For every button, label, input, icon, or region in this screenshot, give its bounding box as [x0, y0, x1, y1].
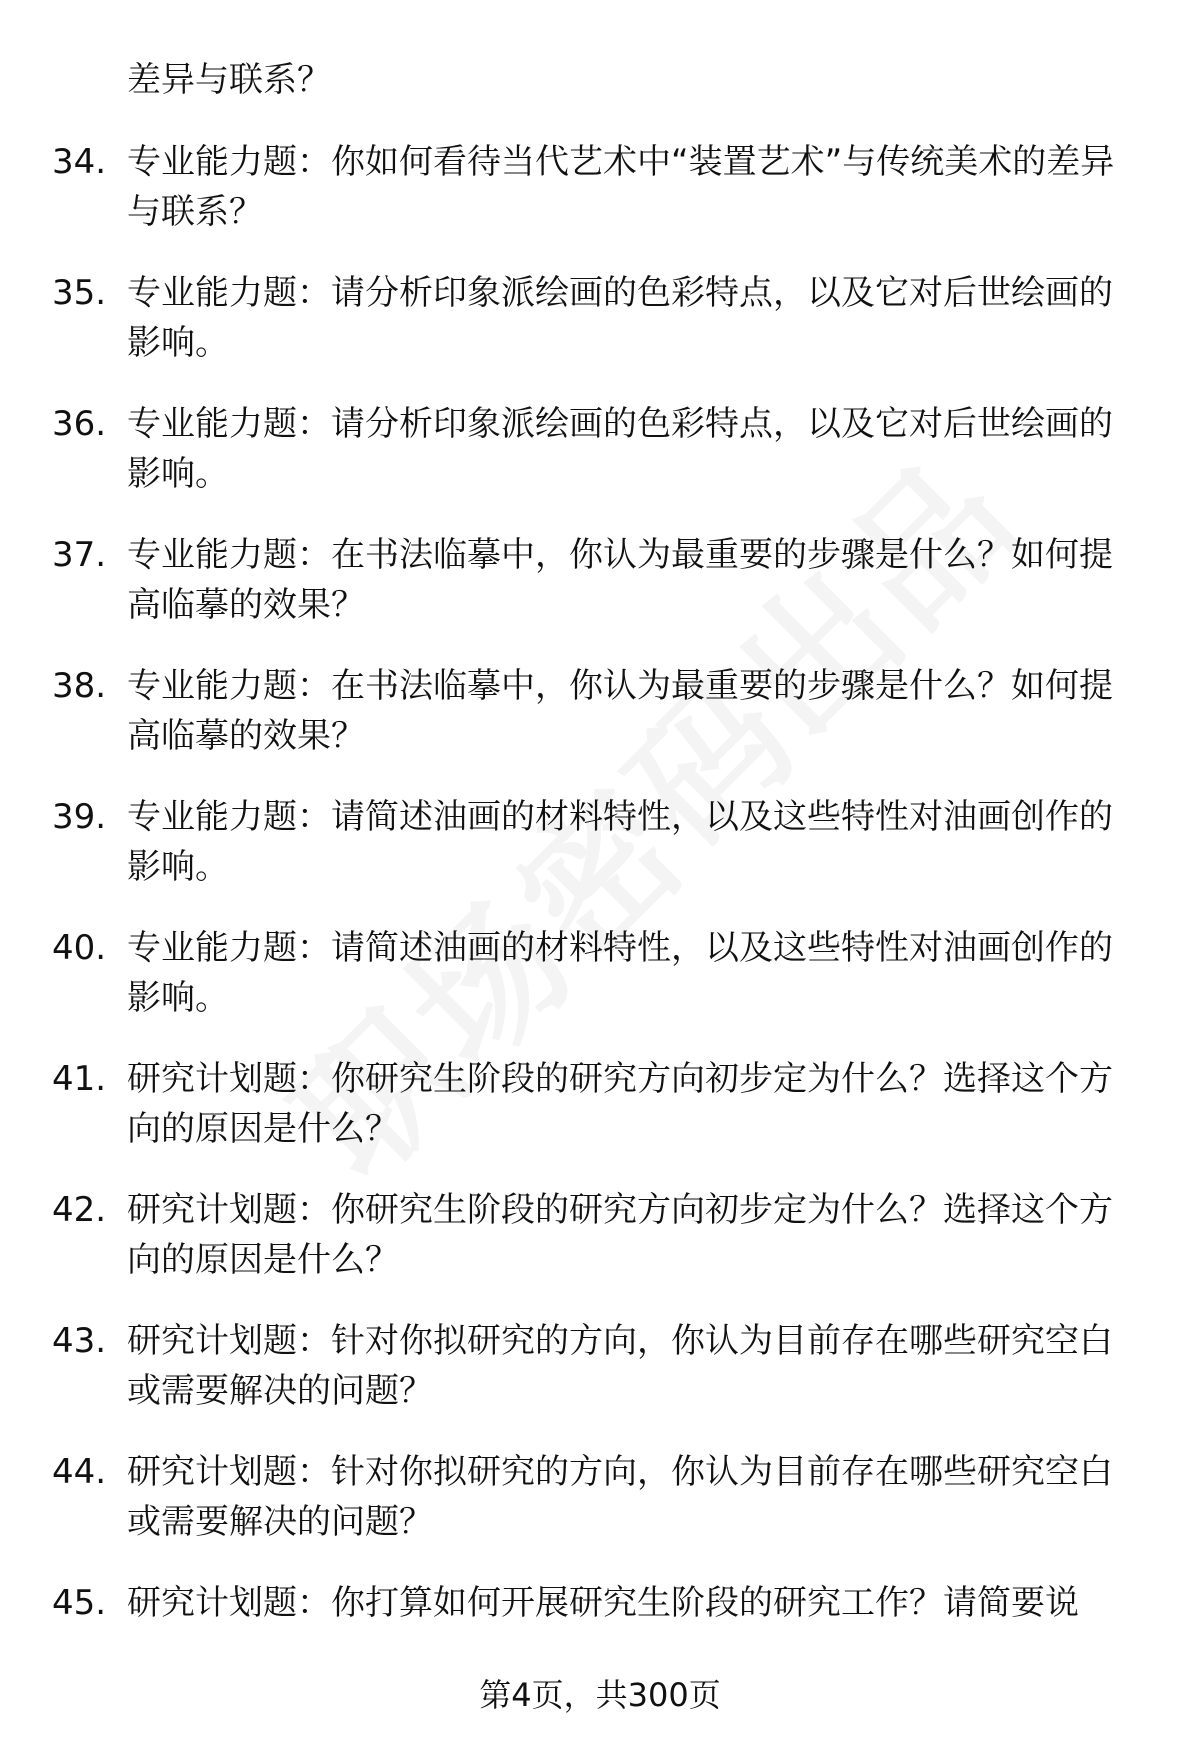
question-number: 45.: [52, 1583, 107, 1623]
question-list: [0, 137, 1200, 1709]
question-item: [0, 137, 1200, 268]
question-text: 研究计划题：你打算如何开展研究生阶段的研究工作？请简要说: [127, 1583, 1079, 1623]
continued-question-text: 差异与联系？: [127, 60, 331, 100]
question-item: [0, 1447, 1200, 1578]
page-number-footer: 第4页，共300页: [479, 1676, 721, 1714]
question-item: [0, 923, 1200, 1054]
question-number: 44.: [52, 1452, 107, 1492]
question-text: 专业能力题：请分析印象派绘画的色彩特点，以及它对后世绘画的影响。: [127, 404, 1113, 494]
question-text: 研究计划题：针对你拟研究的方向，你认为目前存在哪些研究空白或需要解决的问题？: [127, 1321, 1113, 1411]
question-item: [0, 792, 1200, 923]
question-number: 34.: [52, 142, 107, 182]
question-text: 专业能力题：在书法临摹中，你认为最重要的步骤是什么？如何提高临摹的效果？: [127, 535, 1113, 625]
question-item: [0, 268, 1200, 399]
question-item: [0, 1054, 1200, 1185]
question-number: 39.: [52, 797, 107, 837]
question-number: 43.: [52, 1321, 107, 1361]
question-text: 专业能力题：请简述油画的材料特性，以及这些特性对油画创作的影响。: [127, 797, 1113, 887]
question-number: 41.: [52, 1059, 107, 1099]
question-text: 研究计划题：你研究生阶段的研究方向初步定为什么？选择这个方向的原因是什么？: [127, 1190, 1113, 1280]
question-item: [0, 399, 1200, 530]
question-number: 40.: [52, 928, 107, 968]
question-item: [0, 661, 1200, 792]
question-text: 专业能力题：请分析印象派绘画的色彩特点，以及它对后世绘画的影响。: [127, 273, 1113, 363]
question-number: 37.: [52, 535, 107, 575]
question-number: 38.: [52, 666, 107, 706]
question-number: 36.: [52, 404, 107, 444]
question-item: [0, 1316, 1200, 1447]
question-item: [0, 1185, 1200, 1316]
question-item: [0, 530, 1200, 661]
question-number: 42.: [52, 1190, 107, 1230]
question-text: 研究计划题：你研究生阶段的研究方向初步定为什么？选择这个方向的原因是什么？: [127, 1059, 1113, 1149]
question-text: 专业能力题：请简述油画的材料特性，以及这些特性对油画创作的影响。: [127, 928, 1113, 1018]
question-number: 35.: [52, 273, 107, 313]
question-text: 研究计划题：针对你拟研究的方向，你认为目前存在哪些研究空白或需要解决的问题？: [127, 1452, 1113, 1542]
question-text: 专业能力题：在书法临摹中，你认为最重要的步骤是什么？如何提高临摹的效果？: [127, 666, 1113, 756]
question-text: 专业能力题：你如何看待当代艺术中“装置艺术”与传统美术的差异与联系？: [127, 142, 1115, 232]
